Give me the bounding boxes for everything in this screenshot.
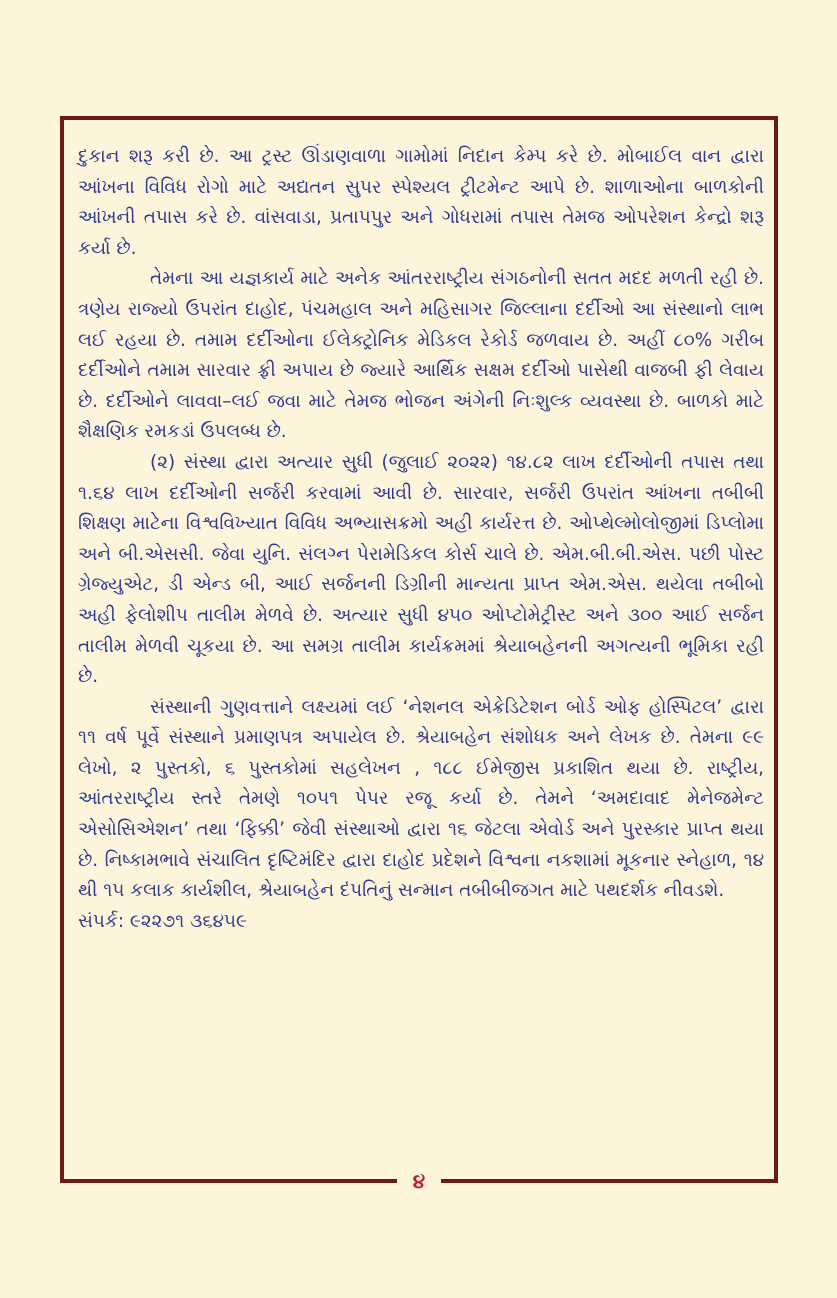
paragraph-1: દુકાન શરૂ કરી છે. આ ટ્રસ્ટ ઊંડાણવાળા ગામોમાં નિદાન કેમ્પ કરે છે. મોબાઈલ વાન દ્વારા આંખના વિવિધ રોગો માટે અદ્યતન સુપર સ્પેશ્યલ ટ્રીટમેન્ટ આપે છે. શાળાઓના બાળકોની આંખની તપાસ કરે છે. વાંસવાડા, પ્રતાપપુર અને ગોધરામાં તપાસ તેમજ ઓપરેશન કેન્દ્રો શરૂ કર્યા છે. [78,146,764,259]
paragraph-3: (૨) સંસ્થા દ્વારા અત્યાર સુધી (જુલાઈ ૨૦૨૨) ૧૪.૮૨ લાખ દર્દીઓની તપાસ તથા ૧.૬૪ લાખ દર્દીઓની સર્જરી કરવામાં આવી છે. સારવાર, સર્જરી ઉપરાંત આંખના તબીબી શિક્ષણ માટેના વિશ્વવિખ્યાત વિવિધ અભ્યાસક્રમો અહી કાર્યરત્ત છે. ઓપ્થેલ્મોલોજીમાં ડિપ્લોમા અને બી.એસસી. જેવા યુનિ. સંલગ્ન પેરામેડિકલ કોર્સ ચાલે છે. એમ.બી.બી.એસ. પછી પોસ્ટ ગ્રેજ્યુએટ, ડી એન્ડ બી, આઈ સર્જનની ડિગ્રીની માન્યતા પ્રાપ્ત એમ.એસ. થયેલા તબીબો અહી ફેલોશીપ તાલીમ મેળવે છે. અત્યાર સુધી ૪૫૦ ઓપ્ટોમેટ્રીસ્ટ અને ૩૦૦ આઈ સર્જન તાલીમ મેળવી ચૂકયા છે. આ સમગ્ર તાલીમ કાર્યક્રમમાં શ્રેયાબહેનની અગત્યની ભૂમિકા રહી છે. [78,451,764,688]
article-body [78,142,764,937]
bottom-rule-left [60,1179,397,1183]
paragraph-2: તેમના આ યજ્ઞકાર્ય માટે અનેક આંતરરાષ્ટ્રીય સંગઠનોની સતત મદદ મળતી રહી છે. ત્રણેય રાજ્યો ઉપરાંત દાહોદ, પંચમહાલ અને મહિસાગર જિલ્લાના દર્દીઓ આ સંસ્થાનો લાભ લઈ રહયા છે. તમામ દર્દીઓના ઈલેક્ટ્રોનિક મેડિકલ રેકોર્ડ જળવાય છે. અહીં ૮૦% ગરીબ દર્દીઓને તમામ સારવાર ફ્રી અપાય છે જ્યારે આર્થિક સક્ષમ દર્દીઓ પાસેથી વાજબી ફી લેવાય છે. દર્દીઓને લાવવા–લઈ જવા માટે તેમજ ભોજન અંગેની નિઃશુલ્ક વ્યવસ્થા છે. બાળકો માટે શૈક્ષણિક રમકડાં ઉપલબ્ધ છે. [78,268,764,443]
contact-line: સંપર્ક: ૯૨૨૭૧ ૩૬૪૫૯ [78,910,247,932]
page-number: ૪ [412,1169,426,1193]
bottom-rule-right [441,1179,778,1183]
paragraph-4: સંસ્થાની ગુણવત્તાને લક્ષ્યમાં લઈ ‘નેશનલ એક્રેડિટેશન બોર્ડ ઓફ હોસ્પિટલ’ દ્વારા ૧૧ વર્ષ પૂર્વે સંસ્થાને પ્રમાણપત્ર અપાયેલ છે. શ્રેયાબહેન સંશોધક અને લેખક છે. તેમના ૯૯ લેખો, ૨ પુસ્તકો, ૬ પુસ્તકોમાં સહલેખન , ૧૮૮ ઈમેજીસ પ્રકાશિત થયા છે. રાષ્ટ્રીય, આંતરરાષ્ટ્રીય સ્તરે તેમણે ૧૦૫૧ પેપર રજૂ કર્યા છે. તેમને ‘અમદાવાદ મેનેજમેન્ટ એસોસિએશન’ તથા ‘ફિક્કી’ જેવી સંસ્થાઓ દ્વારા ૧૬ જેટલા એવોર્ડ અને પુરસ્કાર પ્રાપ્ત થયા છે. નિષ્કામભાવે સંચાલિત દૃષ્ટિમંદિર દ્વારા દાહોદ પ્રદેશને વિશ્વના નકશામાં મૂકનાર સ્નેહાળ, ૧૪ થી ૧૫ કલાક કાર્યશીલ, શ્રેયાબહેન દંપતિનું સન્માન તબીબીજગત માટે પથદર્શક નીવડશે. [78,696,764,902]
